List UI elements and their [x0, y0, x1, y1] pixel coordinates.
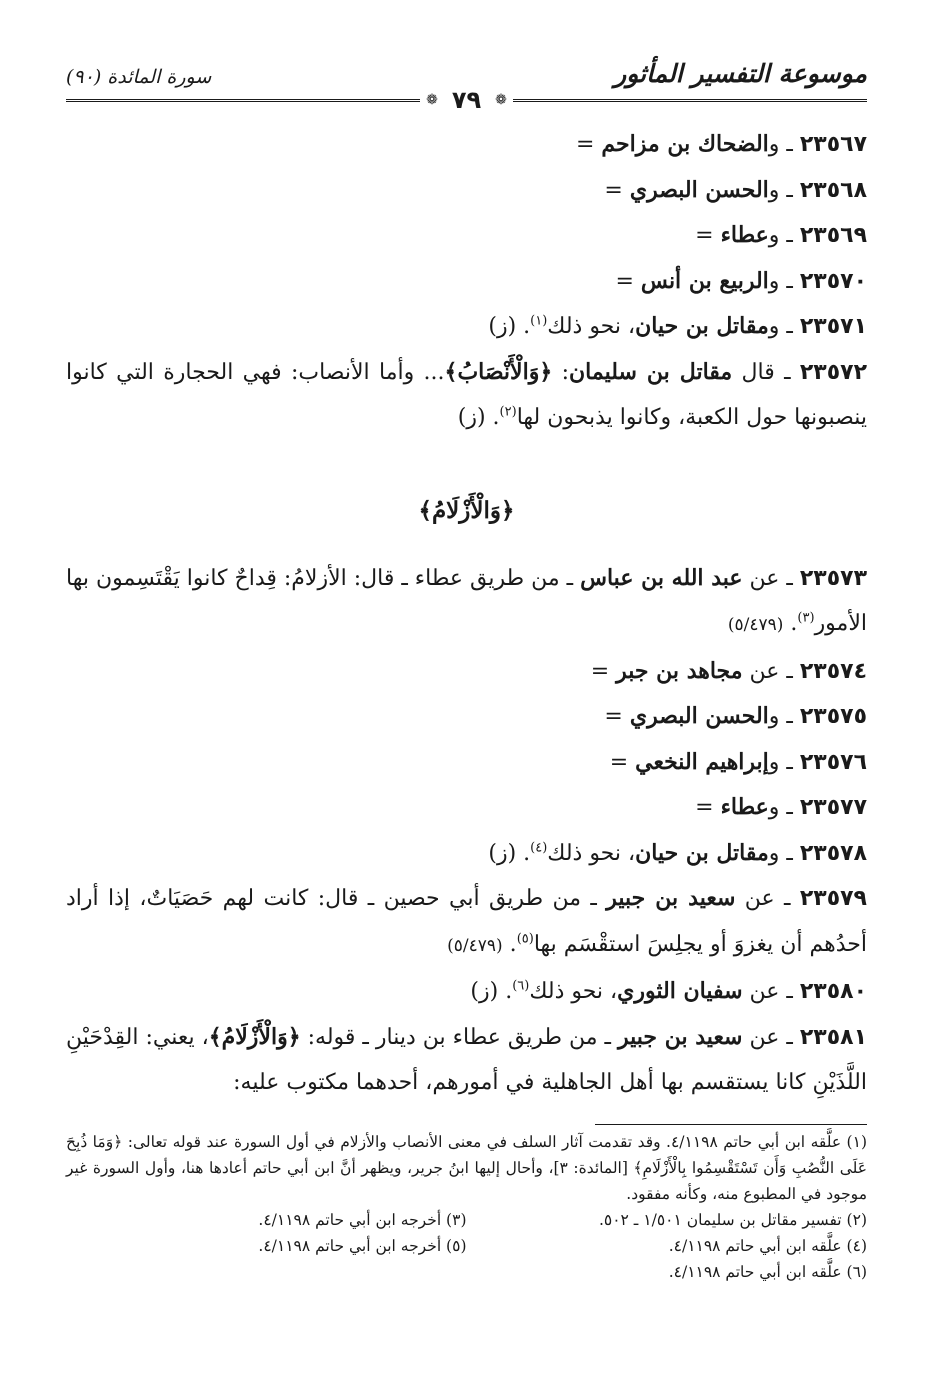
- narration-number: ٢٣٥٧٠: [799, 268, 867, 294]
- narration-text: ـ و: [768, 795, 800, 820]
- narration-text: =: [604, 704, 630, 729]
- narrator-name: الربيع بن أنس: [640, 267, 769, 294]
- narration-number: ٢٣٥٧١: [799, 314, 867, 339]
- narrator-name: عطاء: [720, 794, 769, 820]
- narration-number: ٢٣٥٦٧: [799, 132, 867, 157]
- narration-number: ٢٣٥٧٧: [799, 795, 867, 820]
- narration-paragraph: [66, 556, 867, 649]
- narration-text: :: [552, 359, 569, 385]
- narration-number: ٢٣٥٦٨: [799, 177, 867, 203]
- footnote-marker[interactable]: (٣): [797, 610, 815, 626]
- narration-text: =: [590, 658, 617, 684]
- footnote-row: [66, 1207, 867, 1233]
- footnote: (١) علَّقه ابن أبي حاتم ٤/١١٩٨. وقد تقدمت آثار السلف في معنى الأنصاب والأزلام في أول السورة عند قوله تعالى: ﴿وَمَا ذُبِحَ عَلَى النُّصُبِ وَأَن تَسْتَقْسِمُوا بِالْأَزْلَامِ﴾ [المائدة: ٣]، وأحال إليها ابنُ جرير، ويظهر أنَّ ابن أبي حاتم أعادها هنا، وأول السورة غير موجود في المطبوع منه، وكأنه مفقود.: [66, 1132, 867, 1203]
- narration-text: ، نحو ذلك: [547, 314, 636, 339]
- narrator-name: سفيان الثوري: [617, 978, 743, 1004]
- narration-text: . (ز): [457, 405, 500, 430]
- section-heading: ﴿وَالْأَزْلَامُ﴾: [418, 496, 515, 524]
- narration-line: [66, 831, 867, 877]
- footnote-marker[interactable]: (٥): [516, 931, 534, 947]
- narration-line: [66, 969, 867, 1015]
- footnote: (٢) تفسير مقاتل بن سليمان ١/٥٠١ ـ ٥٠٢.: [598, 1210, 867, 1229]
- narration-line: [66, 304, 867, 350]
- narration-text: ـ و: [768, 749, 800, 775]
- ornament-icon: ❁: [426, 92, 438, 108]
- narrator-name: الحسن البصري: [629, 703, 769, 729]
- narration-text: ـ و: [768, 223, 800, 248]
- narrator-name: سعيد بن جبير: [618, 1023, 743, 1050]
- narration-line: [66, 740, 867, 786]
- narration-number: ٢٣٥٨٠: [799, 979, 867, 1004]
- narration-line: [66, 785, 867, 831]
- footnote: (٦) علَّقه ابن أبي حاتم ٤/١١٩٨.: [668, 1262, 867, 1281]
- narrator-name: مقاتل بن حيان: [635, 839, 769, 866]
- narration-line: [66, 213, 867, 259]
- narration-text: =: [695, 795, 721, 820]
- narration-text: ، نحو ذلك: [547, 840, 636, 866]
- narration-paragraph: [66, 876, 867, 969]
- narration-text: =: [575, 132, 602, 157]
- narration-text: =: [615, 268, 641, 294]
- narration-line: [66, 694, 867, 740]
- footnote-marker[interactable]: (٢): [499, 404, 517, 420]
- footnote-marker[interactable]: (١): [530, 313, 548, 329]
- narration-text: =: [695, 223, 721, 248]
- narration-line: [66, 259, 867, 305]
- volume-page-reference: (٥/٤٧٩): [727, 615, 784, 635]
- main-text: [66, 122, 867, 1106]
- narrator-name: مجاهد بن جبر: [616, 657, 743, 684]
- footnote-separator: [595, 1124, 867, 1125]
- narrator-name: الحسن البصري: [629, 176, 769, 203]
- narration-text: ـ و: [768, 704, 800, 729]
- narration-text: ـ من طريق عطاء ـ قال: الأزلامُ: قِداحٌ كانوا يَقْتَسِمون بها الأمور: [66, 565, 867, 636]
- narration-text: ، نحو ذلك: [529, 979, 618, 1004]
- footnotes: [66, 1129, 867, 1285]
- rule-line: [513, 99, 867, 102]
- series-title: موسوعة التفسير المأثور: [614, 59, 867, 88]
- narration-text: ـ و: [768, 268, 800, 294]
- footnote: (٤) علَّقه ابن أبي حاتم ٤/١١٩٨.: [668, 1236, 867, 1255]
- narration-number: ٢٣٥٧٦: [799, 749, 867, 775]
- narration-text: ، يعني: القِدْحَيْنِ اللَّذَيْنِ كانا يستقسم بها أهل الجاهلية في أمورهم، أحدهما مكتوب عليه:: [66, 1024, 867, 1095]
- narration-text: ـ و: [768, 177, 800, 203]
- page-header: [66, 52, 867, 88]
- narration-line: [66, 649, 867, 695]
- narration-line: [66, 122, 867, 168]
- narration-number: ٢٣٥٦٩: [799, 223, 867, 248]
- narration-text: . (ز): [488, 840, 531, 866]
- narration-text: ـ من طريق أبي حصين ـ قال: كانت لهم حَصَيَاتٌ، إذا أراد أحدُهم أن يغزوَ أو يجلِسَ استقْسَم بها: [66, 886, 867, 957]
- narration-text: ـ عن: [742, 565, 800, 591]
- narration-text: ـ عن: [735, 886, 800, 911]
- header-rule: [66, 86, 867, 114]
- narrator-name: عطاء: [720, 222, 769, 248]
- footnote-row: [66, 1233, 867, 1259]
- narration-text: =: [609, 749, 636, 775]
- narrator-name: عبد الله بن عباس: [580, 564, 743, 591]
- narration-text: ـ من طريق عطاء بن دينار ـ قوله:: [300, 1024, 619, 1050]
- narrator-name: مقاتل بن حيان: [635, 313, 769, 339]
- narration-text: ... وأما الأنصاب: فهي الحجارة التي كانوا ينصبونها حول الكعبة، وكانوا يذبحون لها: [66, 359, 867, 430]
- narrator-name: مقاتل بن سليمان: [568, 358, 733, 385]
- narration-text: ـ عن: [742, 1024, 800, 1050]
- narration-text: ـ قال: [732, 359, 800, 385]
- narrator-name: إبراهيم النخعي: [635, 748, 769, 775]
- footnote-marker[interactable]: (٦): [512, 978, 530, 994]
- ornament-icon: ❁: [495, 92, 507, 108]
- narration-paragraph: [66, 1015, 867, 1106]
- narration-number: ٢٣٥٨١: [799, 1024, 867, 1050]
- narration-number: ٢٣٥٧٤: [799, 658, 867, 684]
- narration-text: .: [502, 931, 517, 957]
- narration-text: . (ز): [488, 314, 531, 339]
- narration-paragraph: [66, 350, 867, 441]
- narration-text: ـ و: [768, 314, 800, 339]
- footnote: (٥) أخرجه ابن أبي حاتم ٤/١١٩٨.: [258, 1236, 467, 1255]
- rule-line: [66, 99, 420, 102]
- narration-number: ٢٣٥٧٣: [799, 565, 867, 591]
- narration-text: ـ عن: [742, 658, 800, 684]
- quran-quote: ﴿وَالْأَزْلَامُ﴾: [208, 1023, 301, 1050]
- narration-text: =: [604, 177, 630, 203]
- narration-text: ـ و: [768, 132, 800, 157]
- page-number: ٧٩: [451, 86, 482, 114]
- narration-text: . (ز): [470, 979, 513, 1004]
- quran-quote: ﴿وَالْأَنْصَابُ﴾: [444, 358, 553, 385]
- narration-text: ـ عن: [742, 979, 800, 1004]
- narration-number: ٢٣٥٧٨: [799, 840, 867, 866]
- narration-line: [66, 168, 867, 214]
- footnote-marker[interactable]: (٤): [530, 840, 548, 856]
- footnote: (٣) أخرجه ابن أبي حاتم ٤/١١٩٨.: [258, 1210, 467, 1229]
- narration-number: ٢٣٥٧٩: [799, 886, 867, 911]
- narration-number: ٢٣٥٧٢: [799, 359, 867, 385]
- volume-page-reference: (٥/٤٧٩): [447, 935, 503, 956]
- narration-number: ٢٣٥٧٥: [799, 704, 867, 729]
- surah-reference: سورة المائدة (٩٠): [66, 66, 212, 88]
- narration-text: .: [783, 611, 798, 636]
- narration-text: ـ و: [768, 840, 800, 866]
- narrator-name: الضحاك بن مزاحم: [601, 131, 769, 157]
- narrator-name: سعيد بن جبير: [606, 885, 736, 911]
